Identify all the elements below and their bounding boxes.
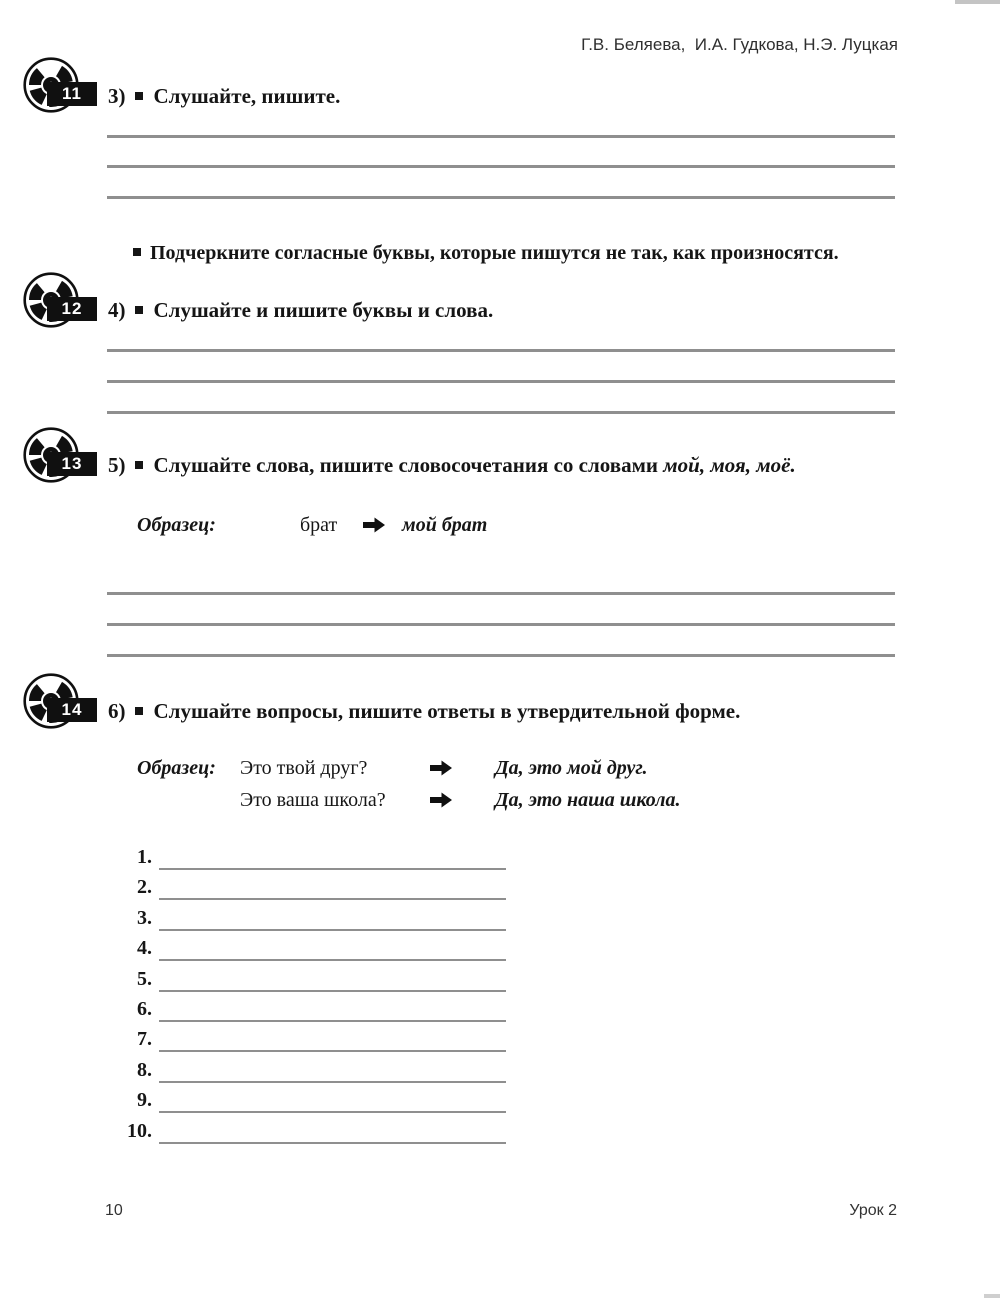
audio-track-number: 11 xyxy=(47,82,97,106)
audio-track-number: 12 xyxy=(47,297,97,321)
example-source: брат xyxy=(300,514,338,536)
answer-number: 4. xyxy=(137,937,152,959)
scan-artifact xyxy=(955,0,1000,4)
answer-blank-line xyxy=(159,996,506,1022)
writing-line xyxy=(107,411,895,414)
task-heading xyxy=(108,84,340,108)
answer-row xyxy=(100,874,506,900)
answer-row xyxy=(100,1087,506,1113)
answer-number: 9. xyxy=(137,1089,152,1111)
example-answer: Да, это мой друг. xyxy=(495,757,648,779)
answer-blank-line xyxy=(159,874,506,900)
answer-blank-line xyxy=(159,905,506,931)
task-heading xyxy=(108,453,796,477)
scan-artifact xyxy=(984,1294,1000,1298)
answer-row xyxy=(100,935,506,961)
square-bullet-icon xyxy=(135,306,143,314)
answer-number: 2. xyxy=(137,876,152,898)
example-answer: Да, это наша школа. xyxy=(495,789,681,811)
task-instruction: Слушайте, пишите. xyxy=(153,84,341,108)
answer-number: 6. xyxy=(137,998,152,1020)
writing-line xyxy=(107,592,895,595)
writing-line xyxy=(107,165,895,168)
answer-row xyxy=(100,1026,506,1052)
task-number-label: 6) xyxy=(108,699,126,723)
example-label: Образец: xyxy=(137,757,216,779)
task-number-label: 5) xyxy=(108,453,126,477)
answer-number: 5. xyxy=(137,968,152,990)
answer-blank-line xyxy=(159,935,506,961)
answer-number: 10. xyxy=(127,1120,152,1142)
writing-line xyxy=(107,349,895,352)
writing-line xyxy=(107,380,895,383)
answer-row xyxy=(100,1057,506,1083)
example-label: Образец: xyxy=(137,514,216,536)
task-heading xyxy=(108,699,740,723)
answer-row xyxy=(100,996,506,1022)
square-bullet-icon xyxy=(135,92,143,100)
followup-instruction-text: Подчеркните согласные буквы, которые пишутся не так, как произносятся. xyxy=(150,242,839,264)
followup-instruction xyxy=(133,241,839,265)
task-instruction-emphasis: мой, моя, моё. xyxy=(663,453,796,477)
page-number: 10 xyxy=(105,1202,123,1219)
lesson-label: Урок 2 xyxy=(849,1202,897,1219)
answer-number: 1. xyxy=(137,846,152,868)
answer-number: 8. xyxy=(137,1059,152,1081)
example-question: Это твой друг? xyxy=(240,757,368,779)
answer-number: 3. xyxy=(137,907,152,929)
square-bullet-icon xyxy=(135,707,143,715)
answer-row xyxy=(100,844,506,870)
task-number-label: 4) xyxy=(108,298,126,322)
arrow-right-icon xyxy=(430,792,452,808)
writing-line xyxy=(107,654,895,657)
answer-blank-line xyxy=(159,1087,506,1113)
authors-line: Г.В. Беляева, И.А. Гудкова, Н.Э. Луцкая xyxy=(581,35,898,54)
writing-line xyxy=(107,196,895,199)
task-instruction: Слушайте слова, пишите словосочетания со словами xyxy=(153,453,664,477)
example-result: мой брат xyxy=(402,514,488,536)
writing-line xyxy=(107,135,895,138)
answer-blank-line xyxy=(159,1026,506,1052)
answer-row xyxy=(100,1118,506,1144)
audio-track-number: 14 xyxy=(47,698,97,722)
writing-line xyxy=(107,623,895,626)
answer-blank-line xyxy=(159,966,506,992)
answer-blank-line xyxy=(159,844,506,870)
answer-blank-line xyxy=(159,1118,506,1144)
arrow-right-icon xyxy=(430,760,452,776)
example-question: Это ваша школа? xyxy=(240,789,386,811)
arrow-right-icon xyxy=(363,517,385,533)
answer-row xyxy=(100,905,506,931)
answer-row xyxy=(100,966,506,992)
task-heading xyxy=(108,298,493,322)
square-bullet-icon xyxy=(133,248,141,256)
task-instruction: Слушайте вопросы, пишите ответы в утвердительной форме. xyxy=(153,699,741,723)
task-number-label: 3) xyxy=(108,84,126,108)
task-instruction: Слушайте и пишите буквы и слова. xyxy=(153,298,494,322)
audio-track-number: 13 xyxy=(47,452,97,476)
square-bullet-icon xyxy=(135,461,143,469)
answer-blank-line xyxy=(159,1057,506,1083)
answer-number: 7. xyxy=(137,1028,152,1050)
